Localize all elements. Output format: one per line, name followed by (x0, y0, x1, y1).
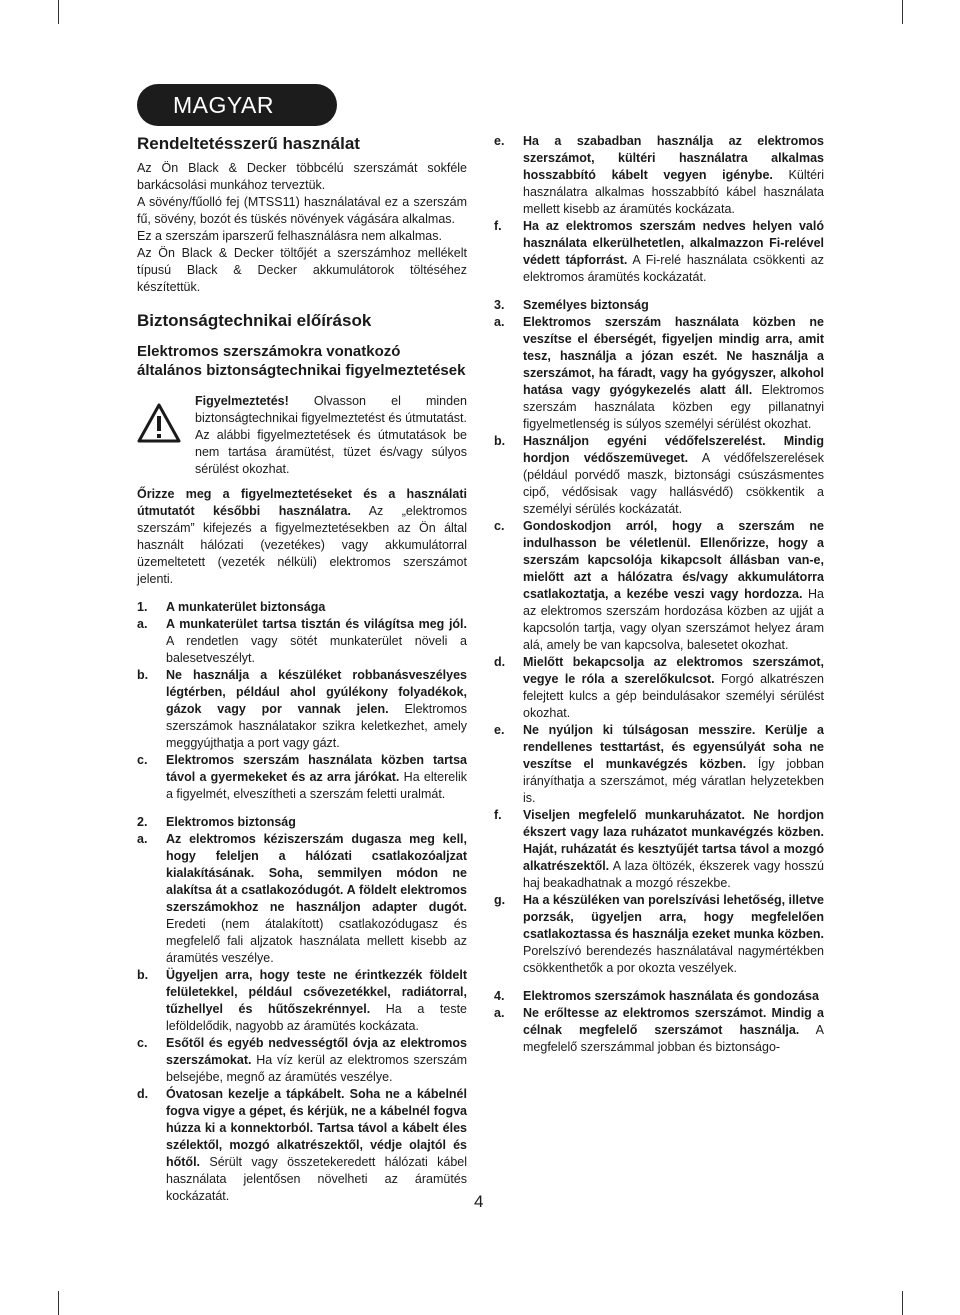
section-heading: 1. A munkaterület biztonsága (137, 600, 326, 614)
intro-paragraph: A sövény/fűolló fej (MTSS11) használatával ez a szerszám fű, sövény, bozót és tüskés növények vágására alkalmas. (137, 195, 467, 226)
list-item: f. Ha az elektromos szerszám nedves helyen való használata elkerülhetetlen, alkalmazzon Fi-relével védett tápforrást. A Fi-relé használata csökkenti az elektromos áramütés kockázatát. (494, 219, 824, 284)
list-item: f. Viseljen megfelelő munkaruházatot. Ne hordjon ékszert vagy laza ruházatot munkavégzés közben. Haját, ruházatát és kesztyűjét tartsa távol a mozgó alkatrészektől. A laza öltözék, ékszerek vagy hosszú haj beakadhatnak a mozgó részekbe. (494, 808, 824, 890)
crop-mark (902, 0, 903, 24)
intro-paragraph: Az Ön Black & Decker többcélú szerszámát sokféle barkácsolási munkához terveztük. (137, 161, 467, 192)
intro-heading: Rendeltetésszerű használat (137, 134, 360, 153)
list-item: d. Mielőtt bekapcsolja az elektromos szerszámot, vegye le róla a szerelőkulcsot. Forgó alkatrészen felejtett kulcs a gép beindulásakor személyi sérülést okozhat. (494, 655, 825, 720)
left-column (137, 133, 467, 1205)
warning-block (137, 393, 467, 478)
safety-subheading: Elektromos szerszámokra vonatkozó általános biztonságtechnikai figyelmeztetések (137, 343, 466, 379)
list-item: d. Óvatosan kezelje a tápkábelt. Soha ne a kábelnél fogva vigye a gépet, és kérjük, ne a kábelnél fogva húzza ki a konnektorból. Tartsa távol a kábelt éles szélektől, mozgó alkatrészektől, védje olajtól és hőtől. Sérült vagy összetekeredett hálózati kábel használata jelentősen növelheti az áramütés kockázatát. (137, 1087, 467, 1203)
crop-mark (58, 0, 59, 24)
list-item: b. Ügyeljen arra, hogy teste ne érintkezzék földelt felületekkel, például csővezetékkel, radiátorral, tűzhellyel és hűtőszekrénnyel. Ha a teste leföldelődik, nagyobb az áramütés kockázata. (137, 968, 467, 1033)
list-item: a. Az elektromos kéziszerszám dugasza meg kell, hogy feleljen a hálózati csatlakozóaljzat kialakításának. Soha, semmilyen módon ne alakítsa át a csatlakozódugót. A földelt elektromos szerszámokhoz ne használjon adapter dugót. Eredeti (nem átalakított) csatlakozódugasz és megfelelő fali aljzatok használata mellett kisebb az áramütés veszélye. (137, 832, 467, 965)
intro-paragraph: Az Ön Black & Decker töltőjét a szerszámhoz mellékelt típusú Black & Decker akkumulátorok töltéséhez készítettük. (137, 246, 467, 294)
safety-heading: Biztonságtechnikai előírások (137, 311, 372, 330)
list-item: c. Elektromos szerszám használata közben tartsa távol a gyermekeket és az arra járókat. Ha elterelik a figyelmét, elveszítheti a szerszám feletti uralmát. (137, 753, 468, 801)
section-heading: 2. Elektromos biztonság (137, 815, 296, 829)
intro-paragraph: Ez a szerszám iparszerű felhasználásra nem alkalmas. (137, 229, 442, 243)
list-item: e. Ne nyúljon ki túlságosan messzire. Kerülje a rendellenes testtartást, és egyensúlyát soha ne veszítse el munkavégzés közben. Így jobban irányíthatja a szerszámot, még váratlan helyzetekben is. (494, 723, 824, 805)
list-item: e. Ha a szabadban használja az elektromos szerszámot, kültéri használatra alkalmas hosszabbító kábelt vegyen igénybe. Kültéri használatra alkalmas hosszabbító kábel használata mellett kisebb az áramütés kockázata. (494, 134, 824, 216)
page-number: 4 (474, 1192, 484, 1211)
keep-instructions: Őrizze meg a figyelmeztetéseket és a használati útmutatót későbbi használatra. Az „elektromos szerszám” kifejezés a figyelmeztetésekben az Ön által használt hálózati (vezetékes) vagy akkumulátorral üzemeltetett (vezeték nélküli) elektromos szerszámot jelenti. (137, 487, 468, 586)
right-column (494, 133, 824, 1056)
list-item: b. Használjon egyéni védőfelszerelést. Mindig hordjon védőszemüveget. A védőfelszerelések (például porvédő maszk, biztonsági csúszásmentes cipő, védősisak vagy hallásvédő) csökkentik a személyi sérülés kockázatát. (494, 434, 824, 516)
list-item: c. Gondoskodjon arról, hogy a szerszám ne indulhasson be véletlenül. Ellenőrizze, hogy a szerszám kapcsolója kikapcsolt állásban van-e, mielőtt azt a hálózatra és/vagy akkumulátorra csatlakoztatja, a kezébe veszi vagy hordozza. Ha az elektromos szerszám hordozása közben az ujját a kapcsolón tartja, vagy olyan szerszámot helyez áram alá, amely be van kapcsolva, balesetet okozhat. (494, 519, 825, 652)
section-heading: 3. Személyes biztonság (494, 298, 649, 312)
list-item: a. A munkaterület tartsa tisztán és világítsa meg jól. A rendetlen vagy sötét munkaterület növeli a balesetveszélyt. (137, 617, 467, 665)
language-badge: MAGYAR (137, 84, 337, 126)
crop-mark (902, 1291, 903, 1315)
warning-text: Figyelmeztetés! Olvasson el minden biztonságtechnikai figyelmeztetést és útmutatást. Az alábbi figyelmeztetések és útmutatások be nem tartása áramütést, tüzet és/vagy súlyos sérülést okozhat. (195, 394, 467, 476)
list-item: a. Ne erőltesse az elektromos szerszámot. Mindig a célnak megfelelő szerszámot használja. A megfelelő szerszámmal jobban és biztonságo- (494, 1006, 824, 1054)
crop-mark (58, 1291, 59, 1315)
section-heading: 4. Elektromos szerszámok használata és gondozása (494, 989, 819, 1003)
warning-triangle-icon (137, 403, 181, 478)
list-item: b. Ne használja a készüléket robbanásveszélyes légtérben, például ahol gyúlékony folyadékok, gázok vagy por vannak jelen. Elektromos szerszámok használatakor szikra keletkezhet, amely meggyújthatja a port vagy gázt. (137, 668, 467, 750)
list-item: a. Elektromos szerszám használata közben ne veszítse el éberségét, figyeljen mindig arra, amit tesz, használja a józan eszét. Ne használja a szerszámot, ha fáradt, vagy ha gyógyszer, alkohol hatása vagy gyógykezelés alatt áll. Elektromos szerszám használata közben egy pillanatnyi figyelmetlenség is súlyos személyi sérülést okozhat. (494, 315, 825, 431)
list-item: c. Esőtől és egyéb nedvességtől óvja az elektromos szerszámokat. Ha víz kerül az elektromos szerszám belsejébe, megnő az áramütés veszélye. (137, 1036, 467, 1084)
list-item: g. Ha a készüléken van porelszívási lehetőség, illetve porzsák, ügyeljen arra, hogy megfelelően csatlakoztassa és használja ezeket munka közben. Porelszívó berendezés használatával nagymértékben csökkenthetők a por okozta veszélyek. (494, 893, 824, 975)
